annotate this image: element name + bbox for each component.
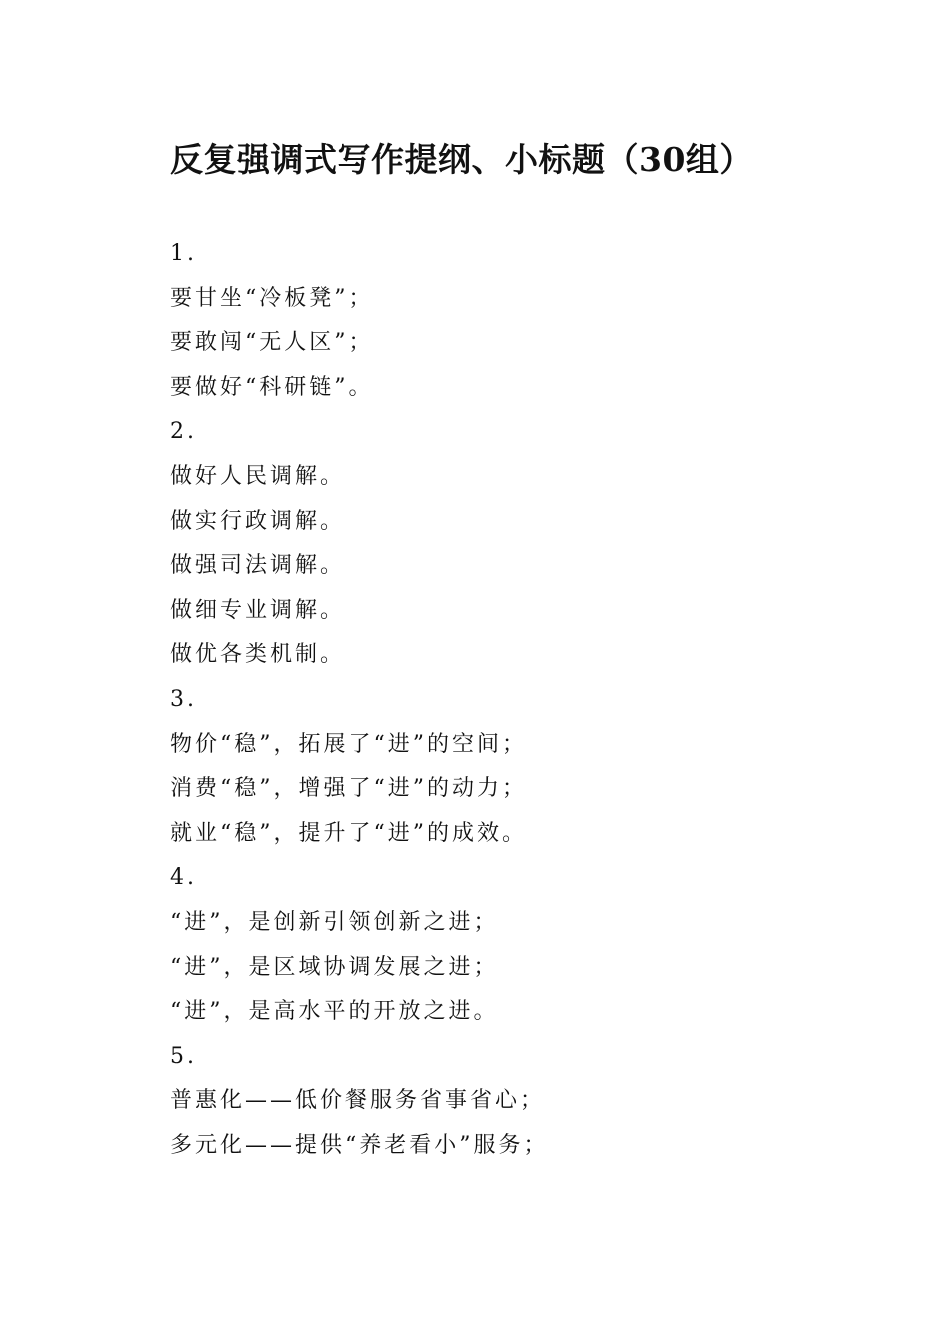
text-line: 做实行政调解。 <box>170 508 346 534</box>
section-number: 3. <box>170 686 197 712</box>
text-line: 做强司法调解。 <box>170 553 346 579</box>
text-line: 多元化——提供“养老看小”服务； <box>170 1132 549 1158</box>
section-number: 1. <box>170 241 197 266</box>
text-line: 做优各类机制。 <box>170 642 346 668</box>
text-line: “进”，是高水平的开放之进。 <box>170 999 499 1025</box>
section-number: 2. <box>170 419 197 445</box>
text-line: 就业“稳”，提升了“进”的成效。 <box>170 820 527 846</box>
text-line: 物价“稳”，拓展了“进”的空间； <box>170 731 527 757</box>
document-title: 反复强调式写作提纲、小标题（30组） <box>170 140 753 179</box>
text-line: “进”，是创新引领创新之进； <box>170 909 499 935</box>
text-line: 做好人民调解。 <box>170 463 346 489</box>
text-line: “进”，是区域协调发展之进； <box>170 954 499 980</box>
section-number: 5. <box>170 1043 197 1069</box>
text-line: 要敢闯“无人区”； <box>170 330 374 356</box>
text-line: 做细专业调解。 <box>170 597 346 623</box>
text-line: 要做好“科研链”。 <box>170 374 374 400</box>
text-line: 消费“稳”，增强了“进”的动力； <box>170 776 527 802</box>
text-line: 普惠化——低价餐服务省事省心； <box>170 1088 546 1114</box>
section-number: 4. <box>170 865 197 891</box>
text-line: 要甘坐“冷板凳”； <box>170 285 374 311</box>
document-body <box>170 232 870 1168</box>
